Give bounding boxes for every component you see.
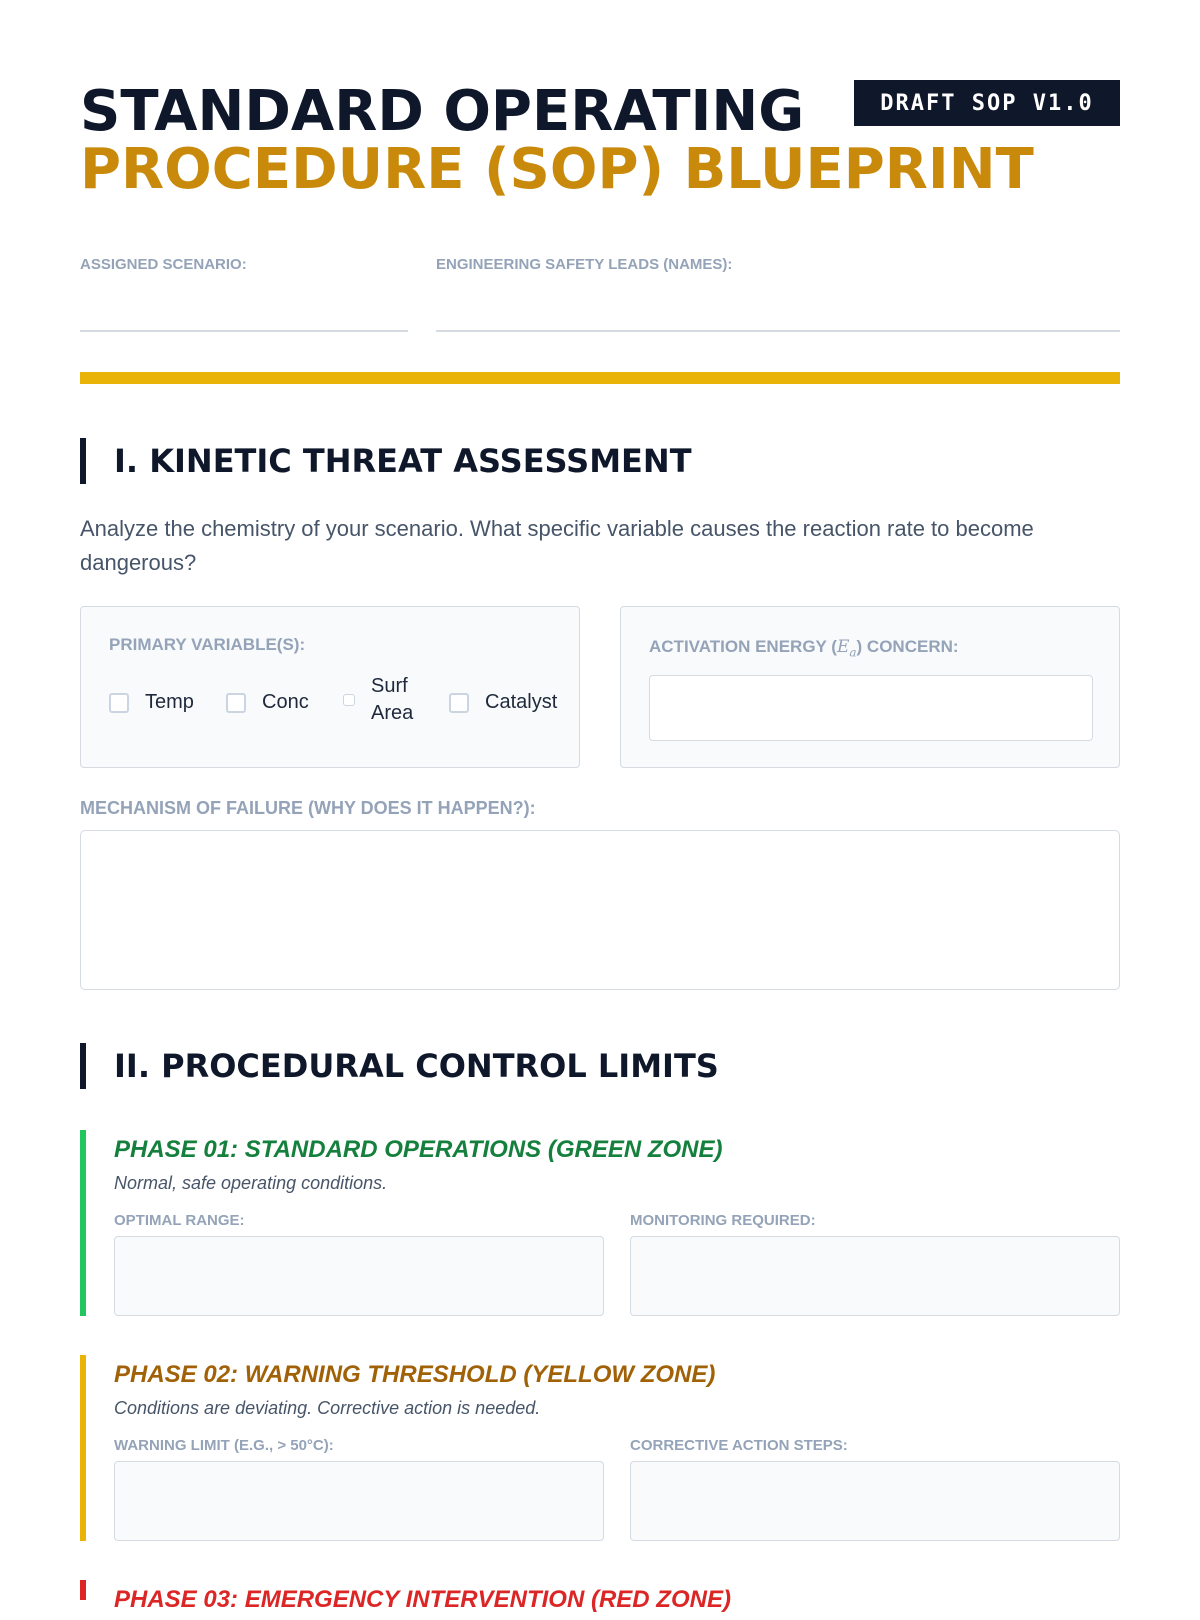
checkbox-conc-box[interactable] bbox=[226, 693, 246, 713]
corrective-action-input[interactable] bbox=[630, 1461, 1120, 1541]
phase-01 bbox=[80, 1130, 1120, 1316]
warning-limit-input[interactable] bbox=[114, 1461, 604, 1541]
checkbox-surf-area-label: Surf Area bbox=[371, 675, 414, 724]
optimal-range-input[interactable] bbox=[114, 1236, 604, 1316]
checkbox-catalyst-label: Catalyst bbox=[485, 691, 558, 713]
section-heading-procedural bbox=[80, 1043, 1126, 1089]
phase-01-title: PHASE 01: STANDARD OPERATIONS (GREEN ZONE) bbox=[114, 1136, 723, 1163]
safety-leads-field[interactable] bbox=[436, 330, 1120, 332]
phase-02-title: PHASE 02: WARNING THRESHOLD (YELLOW ZONE) bbox=[114, 1361, 716, 1388]
safety-leads-label: ENGINEERING SAFETY LEADS (NAMES): bbox=[436, 256, 733, 273]
checkbox-conc[interactable] bbox=[226, 689, 309, 716]
corrective-action-label: CORRECTIVE ACTION STEPS: bbox=[630, 1437, 848, 1454]
phase-03-title: PHASE 03: EMERGENCY INTERVENTION (RED ZONE) bbox=[114, 1586, 731, 1613]
checkbox-conc-label: Conc bbox=[262, 691, 309, 713]
checkbox-catalyst-box[interactable] bbox=[449, 693, 469, 713]
activation-energy-input[interactable] bbox=[649, 675, 1093, 741]
primary-variables-checkboxes bbox=[109, 673, 569, 733]
mechanism-label: MECHANISM OF FAILURE (WHY DOES IT HAPPEN?): bbox=[80, 798, 536, 818]
checkbox-temp-label: Temp bbox=[145, 691, 194, 713]
primary-variables-card bbox=[80, 606, 580, 768]
assigned-scenario-field[interactable] bbox=[80, 330, 408, 332]
assigned-scenario-label: ASSIGNED SCENARIO: bbox=[80, 256, 247, 273]
page-title-line1: STANDARD OPERATING bbox=[80, 79, 805, 144]
checkbox-surf-area[interactable] bbox=[343, 673, 415, 727]
primary-variables-label: PRIMARY VARIABLE(S): bbox=[109, 635, 306, 654]
draft-badge: DRAFT SOP V1.0 bbox=[854, 80, 1120, 126]
phase-02-bar bbox=[80, 1355, 86, 1541]
phase-03-bar bbox=[80, 1580, 86, 1600]
section-heading-kinetic bbox=[80, 438, 1126, 484]
sop-page bbox=[80, 0, 1120, 1613]
page-title-line2: PROCEDURE (SOP) BLUEPRINT bbox=[80, 137, 1034, 202]
monitoring-required-label: MONITORING REQUIRED: bbox=[630, 1212, 816, 1229]
activation-energy-card bbox=[620, 606, 1120, 768]
section-heading-procedural-text: II. PROCEDURAL CONTROL LIMITS bbox=[114, 1047, 719, 1085]
checkbox-temp[interactable] bbox=[109, 689, 194, 716]
checkbox-catalyst[interactable] bbox=[449, 689, 557, 716]
warning-limit-label: WARNING LIMIT (E.G., > 50°C): bbox=[114, 1437, 334, 1454]
checkbox-surf-area-box[interactable] bbox=[343, 694, 355, 706]
phase-03 bbox=[80, 1580, 1120, 1613]
section-divider bbox=[80, 372, 1120, 384]
optimal-range-label: OPTIMAL RANGE: bbox=[114, 1212, 245, 1229]
phase-02-desc: Conditions are deviating. Corrective action is needed. bbox=[114, 1398, 541, 1418]
section-heading-kinetic-text: I. KINETIC THREAT ASSESSMENT bbox=[114, 442, 692, 480]
kinetic-prompt: Analyze the chemistry of your scenario. What specific variable causes the reaction rate to become dangerous? bbox=[80, 516, 1034, 575]
activation-energy-label: ACTIVATION ENERGY $(E_a)$ CONCERN: bbox=[649, 637, 959, 660]
phase-02 bbox=[80, 1355, 1120, 1541]
monitoring-required-input[interactable] bbox=[630, 1236, 1120, 1316]
phase-01-bar bbox=[80, 1130, 86, 1316]
phase-01-desc: Normal, safe operating conditions. bbox=[114, 1173, 388, 1193]
checkbox-temp-box[interactable] bbox=[109, 693, 129, 713]
mechanism-textarea[interactable] bbox=[80, 830, 1120, 990]
